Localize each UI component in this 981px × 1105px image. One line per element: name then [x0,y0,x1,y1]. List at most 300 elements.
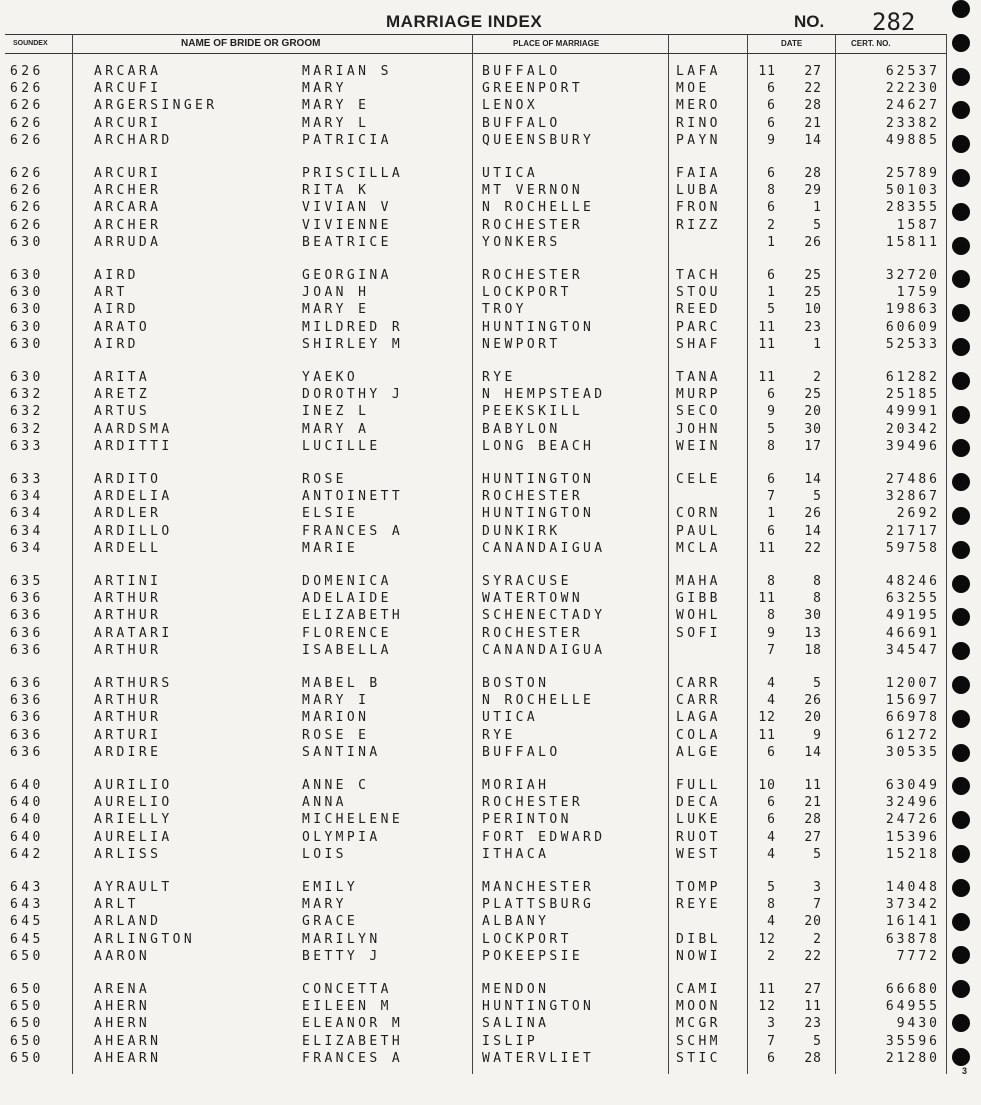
table-row [0,643,950,660]
given-name: MARY I [302,693,370,709]
place: CANANDAIGUA [482,642,606,658]
place: BOSTON [482,676,550,691]
day: 10 [804,302,822,318]
day: 28 [804,812,822,828]
soundex-code: 634 [10,540,44,556]
place: PLATTSBURG [482,897,595,913]
day: 5 [813,489,822,505]
officiant-code: CORN [676,506,721,522]
surname: ARDITTI [94,438,173,454]
surname: AURELIA [94,829,173,845]
soundex-code: 640 [10,795,44,811]
header-place: PLACE OF MARRIAGE [513,39,600,48]
month: 6 [767,268,776,283]
soundex-code: 650 [10,1016,44,1032]
day: 27 [804,982,822,997]
month: 6 [767,472,776,487]
officiant-code: MURP [676,387,721,403]
officiant-code: STOU [676,285,721,301]
surname: AHEARN [94,1050,162,1066]
soundex-code: 636 [10,591,44,607]
certificate-number: 63049 [885,778,940,793]
officiant-code: CAMI [676,982,721,997]
certificate-number: 23382 [885,115,940,131]
table-row [0,1034,950,1051]
soundex-code: 643 [10,897,44,913]
given-name: MARY [302,81,347,97]
month: 4 [767,829,776,845]
certificate-number: 15811 [885,234,940,250]
page-mark: 3 [962,1066,968,1076]
officiant-code: FAIA [676,166,721,181]
soundex-code: 645 [10,914,44,930]
day: 5 [813,217,822,233]
table-row [0,489,950,506]
place: WATERTOWN [482,591,584,607]
certificate-number: 21280 [885,1050,940,1066]
day: 26 [804,506,822,522]
officiant-code: ALGE [676,744,721,760]
place: ROCHESTER [482,268,584,283]
given-name: JOAN H [302,285,370,301]
column-header-row [5,34,947,54]
officiant-code: LUBA [676,183,721,199]
table-row [0,81,950,98]
certificate-number: 61282 [885,370,940,385]
given-name: YAEKO [302,370,359,385]
binder-hole [952,744,970,762]
month: 11 [758,982,776,997]
month: 6 [767,795,776,811]
day: 25 [804,285,822,301]
officiant-code: COLA [676,727,721,743]
binder-hole [952,845,970,863]
binder-hole [952,270,970,288]
surname: AURELIO [94,795,173,811]
officiant-code: WOHL [676,608,721,624]
officiant-code: DECA [676,795,721,811]
given-name: MICHELENE [302,812,404,828]
given-name: VIVIENNE [302,217,392,233]
soundex-code: 636 [10,608,44,624]
surname: ARCURI [94,115,162,131]
table-row [0,847,950,864]
day: 11 [804,778,822,793]
given-name: MARILYN [302,931,381,947]
table-row [0,404,950,421]
day: 5 [813,1033,822,1049]
given-name: SANTINA [302,744,381,760]
table-row [0,387,950,404]
certificate-number: 2692 [896,506,940,522]
binder-hole [952,1048,970,1066]
table-row [0,608,950,625]
table-row [0,183,950,200]
day: 22 [804,540,822,556]
certificate-number: 63255 [885,591,940,607]
binder-hole [952,135,970,153]
soundex-code: 645 [10,931,44,947]
surname: AARON [94,948,151,964]
certificate-number: 15697 [885,693,940,709]
month: 8 [767,897,776,913]
day: 30 [804,421,822,437]
officiant-code: REED [676,302,721,318]
surname: ARCURI [94,166,162,181]
officiant-code: CELE [676,472,721,487]
day: 26 [804,693,822,709]
officiant-code: PAYN [676,132,721,148]
soundex-code: 650 [10,948,44,964]
officiant-code: GIBB [676,591,721,607]
month: 12 [758,999,776,1015]
table-row [0,949,950,966]
certificate-number: 60609 [885,319,940,335]
binder-hole [952,541,970,559]
given-name: INEZ L [302,404,370,420]
binder-hole [952,676,970,694]
given-name: ROSE [302,472,347,487]
officiant-code: WEST [676,846,721,862]
month: 6 [767,98,776,114]
soundex-code: 626 [10,98,44,114]
place: POKEEPSIE [482,948,584,964]
table-row [0,370,950,387]
month: 1 [767,506,776,522]
month: 11 [758,540,776,556]
table-row [0,218,950,235]
place: LOCKPORT [482,285,572,301]
soundex-code: 643 [10,880,44,895]
day: 21 [804,115,822,131]
binder-hole [952,439,970,457]
binder-hole [952,777,970,795]
month: 9 [767,132,776,148]
table-row [0,914,950,931]
month: 8 [767,438,776,454]
page-title: MARRIAGE INDEX [386,12,543,31]
surname: ARCUFI [94,81,162,97]
title-bar [0,8,950,34]
given-name: ADELAIDE [302,591,392,607]
surname: ARCARA [94,64,162,79]
surname: ARITA [94,370,151,385]
place: MT VERNON [482,183,584,199]
table-row [0,676,950,693]
soundex-code: 650 [10,1050,44,1066]
given-name: MARIE [302,540,359,556]
given-name: ELSIE [302,506,359,522]
officiant-code: LAGA [676,710,721,726]
soundex-code: 650 [10,999,44,1015]
binder-hole [952,710,970,728]
soundex-code: 650 [10,982,44,997]
table-row [0,524,950,541]
place: MANCHESTER [482,880,595,895]
place: FORT EDWARD [482,829,606,845]
month: 7 [767,642,776,658]
given-name: MABEL B [302,676,381,691]
certificate-number: 52533 [885,336,940,352]
officiant-code: DIBL [676,931,721,947]
binder-hole [952,913,970,931]
officiant-code: TACH [676,268,721,283]
place: SCHENECTADY [482,608,606,624]
binder-hole [952,811,970,829]
header-cert: CERT. NO. [851,39,891,48]
place: BUFFALO [482,115,561,131]
day: 5 [813,676,822,691]
page-number: 282 [872,8,916,36]
table-row [0,285,950,302]
given-name: MILDRED R [302,319,404,335]
place: RYE [482,727,516,743]
soundex-code: 626 [10,115,44,131]
officiant-code: FRON [676,200,721,216]
table-row [0,200,950,217]
table-row [0,439,950,456]
given-name: ANNA [302,795,347,811]
officiant-code: REYE [676,897,721,913]
month: 5 [767,421,776,437]
certificate-number: 1587 [896,217,940,233]
place: LONG BEACH [482,438,595,454]
binder-hole [952,68,970,86]
certificate-number: 34547 [885,642,940,658]
officiant-code: MOON [676,999,721,1015]
given-name: ANTOINETT [302,489,404,505]
day: 28 [804,1050,822,1066]
month: 9 [767,404,776,420]
day: 27 [804,64,822,79]
binder-hole [952,980,970,998]
given-name: MARY E [302,98,370,114]
day: 22 [804,81,822,97]
given-name: ISABELLA [302,642,392,658]
soundex-code: 636 [10,642,44,658]
surname: ARATO [94,319,151,335]
soundex-code: 630 [10,302,44,318]
place: PERINTON [482,812,572,828]
day: 7 [813,897,822,913]
certificate-number: 16141 [885,914,940,930]
surname: ARRUDA [94,234,162,250]
surname: ARTHUR [94,608,162,624]
binder-hole [952,237,970,255]
month: 6 [767,387,776,403]
officiant-code: WEIN [676,438,721,454]
soundex-code: 634 [10,506,44,522]
place: HUNTINGTON [482,319,595,335]
certificate-number: 39496 [885,438,940,454]
month: 1 [767,285,776,301]
certificate-number: 49991 [885,404,940,420]
place: ALBANY [482,914,550,930]
month: 4 [767,846,776,862]
table-row [0,541,950,558]
certificate-number: 49885 [885,132,940,148]
place: GREENPORT [482,81,584,97]
binder-hole [952,372,970,390]
binder-hole [952,608,970,626]
surname: ARDLER [94,506,162,522]
surname: AARDSMA [94,421,173,437]
certificate-number: 35596 [885,1033,940,1049]
soundex-code: 626 [10,217,44,233]
binder-hole [952,203,970,221]
binder-hole [952,575,970,593]
given-name: PRISCILLA [302,166,404,181]
binder-hole [952,473,970,491]
soundex-code: 626 [10,200,44,216]
soundex-code: 636 [10,744,44,760]
soundex-code: 633 [10,472,44,487]
soundex-code: 626 [10,64,44,79]
certificate-number: 20342 [885,421,940,437]
soundex-code: 636 [10,727,44,743]
month: 6 [767,81,776,97]
place: CANANDAIGUA [482,540,606,556]
certificate-number: 24627 [885,98,940,114]
day: 20 [804,710,822,726]
given-name: LUCILLE [302,438,381,454]
month: 6 [767,200,776,216]
officiant-code: TANA [676,370,721,385]
surname: ARTINI [94,574,162,589]
table-row [0,506,950,523]
surname: ART [94,285,128,301]
certificate-number: 14048 [885,880,940,895]
place: ISLIP [482,1033,539,1049]
table-row [0,897,950,914]
place: MORIAH [482,778,550,793]
day: 1 [813,336,822,352]
given-name: MARY A [302,421,370,437]
month: 9 [767,625,776,641]
soundex-code: 626 [10,81,44,97]
place: QUEENSBURY [482,132,595,148]
table-row [0,116,950,133]
surname: AURILIO [94,778,173,793]
surname: ARTHUR [94,693,162,709]
officiant-code: LAFA [676,64,721,79]
month: 8 [767,608,776,624]
certificate-number: 9430 [896,1016,940,1032]
month: 7 [767,489,776,505]
surname: ARDELL [94,540,162,556]
table-row [0,999,950,1016]
place: LENOX [482,98,539,114]
certificate-number: 59758 [885,540,940,556]
day: 17 [804,438,822,454]
surname: ARENA [94,982,151,997]
surname: ARCHER [94,183,162,199]
day: 14 [804,132,822,148]
month: 7 [767,1033,776,1049]
place: UTICA [482,710,539,726]
table-row [0,880,950,897]
officiant-code: PARC [676,319,721,335]
soundex-code: 632 [10,387,44,403]
given-name: FRANCES A [302,1050,404,1066]
header-name: NAME OF BRIDE OR GROOM [181,38,321,49]
day: 5 [813,846,822,862]
certificate-number: 30535 [885,744,940,760]
officiant-code: MCLA [676,540,721,556]
surname: ARDELIA [94,489,173,505]
certificate-number: 25789 [885,166,940,181]
day: 13 [804,625,822,641]
surname: ARETZ [94,387,151,403]
table-row [0,778,950,795]
place: ITHACA [482,846,550,862]
binder-hole [952,406,970,424]
officiant-code: SOFI [676,625,721,641]
certificate-number: 37342 [885,897,940,913]
officiant-code: RIZZ [676,217,721,233]
certificate-number: 61272 [885,727,940,743]
day: 29 [804,183,822,199]
table-row [0,268,950,285]
certificate-number: 48246 [885,574,940,589]
month: 3 [767,1016,776,1032]
given-name: PATRICIA [302,132,392,148]
surname: ARCHER [94,217,162,233]
given-name: MARIAN S [302,64,392,79]
given-name: VIVIAN V [302,200,392,216]
table-row [0,830,950,847]
soundex-code: 636 [10,625,44,641]
month: 12 [758,931,776,947]
soundex-code: 642 [10,846,44,862]
surname: ARTHUR [94,642,162,658]
table-row [0,98,950,115]
place: MENDON [482,982,550,997]
certificate-number: 50103 [885,183,940,199]
certificate-number: 49195 [885,608,940,624]
certificate-number: 66978 [885,710,940,726]
place: ROCHESTER [482,489,584,505]
given-name: FRANCES A [302,523,404,539]
given-name: ROSE E [302,727,370,743]
surname: ARTURI [94,727,162,743]
day: 2 [813,931,822,947]
day: 20 [804,914,822,930]
soundex-code: 630 [10,285,44,301]
given-name: SHIRLEY M [302,336,404,352]
table-row [0,1016,950,1033]
soundex-code: 636 [10,710,44,726]
soundex-code: 635 [10,574,44,589]
day: 8 [813,591,822,607]
day: 14 [804,523,822,539]
soundex-code: 630 [10,234,44,250]
certificate-number: 1759 [896,285,940,301]
officiant-code: NOWI [676,948,721,964]
day: 2 [813,370,822,385]
certificate-number: 62537 [885,64,940,79]
soundex-code: 630 [10,370,44,385]
day: 21 [804,795,822,811]
binder-hole [952,879,970,897]
table-row [0,1051,950,1068]
place: N ROCHELLE [482,693,595,709]
table-row [0,982,950,999]
month: 2 [767,948,776,964]
month: 11 [758,591,776,607]
table-row [0,166,950,183]
surname: ARCARA [94,200,162,216]
